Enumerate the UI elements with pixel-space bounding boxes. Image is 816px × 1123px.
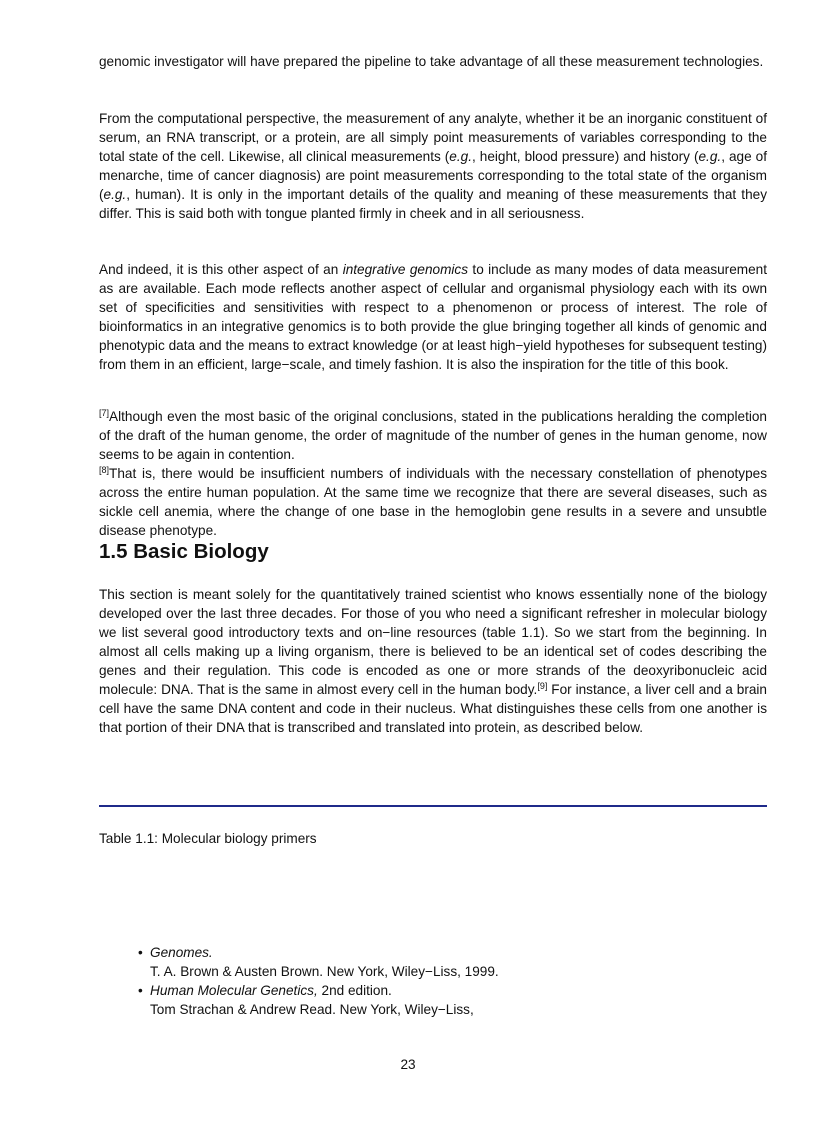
footnote-mark: [7] — [99, 408, 110, 419]
footnote-text: Although even the most basic of the original conclusions, stated in the publications heralding the completion of the draft of the human genome, the order of magnitude of the number of genes in the human genome, now seems to be again in contention. — [99, 409, 767, 462]
reference-title: Genomes. — [150, 945, 213, 960]
footnote-8 — [99, 464, 767, 540]
paragraph-text: , human). It is only in the important details of the quality and meaning of these measurements that they differ. This is said both with tongue planted firmly in cheek and in all seriousness. — [99, 187, 767, 221]
paragraph-basic-biology — [99, 585, 767, 737]
emphasis-eg: e.g. — [698, 149, 722, 164]
table-caption: Table 1.1: Molecular biology primers — [99, 831, 317, 846]
horizontal-rule — [99, 805, 767, 807]
reference-edition: 2nd edition. — [317, 983, 392, 998]
reference-details: T. A. Brown & Austen Brown. New York, Wiley−Liss, 1999. — [150, 964, 499, 979]
footnote-text: That is, there would be insufficient numbers of individuals with the necessary constellation of phenotypes across the entire human population. At the same time we recognize that there are several diseases, such as sickle cell anemia, where the change of one base in the hemoglobin gene results in a severe and unsubtle disease phenotype. — [99, 466, 767, 538]
section-heading: 1.5 Basic Biology — [99, 540, 269, 563]
paragraph-text: , height, blood pressure) and history ( — [471, 149, 699, 164]
reference-item — [138, 943, 558, 981]
paragraph-computational — [99, 109, 767, 223]
footnote-mark: [8] — [99, 465, 110, 476]
paragraph-text: From the computational perspective, the measurement of any analyte, whether it be an inorganic constituent of serum, an RNA transcript, or a protein, are all simply point measurements of variables corresponding to the total state of the cell. Likewise, all clinical measurements ( — [99, 111, 767, 164]
emphasis-integrative-genomics: integrative genomics — [342, 262, 469, 277]
bullet-icon: • — [138, 983, 143, 998]
emphasis-eg: e.g. — [103, 187, 127, 202]
paragraph-text: For instance, a liver cell and a brain cell have the same DNA content and code in their nucleus. What distinguishes these cells from one another is that portion of their DNA that is transcribed and translated into protein, as described below. — [99, 682, 767, 735]
footnotes — [99, 407, 767, 540]
paragraph-text: This section is meant solely for the quantitatively trained scientist who knows essentially none of the biology developed over the last three decades. For those of you who need a significant refresher in molecular biology we list several good introductory texts and on−line resources (table 1.1). So we start from the beginning. In almost all cells making up a living organism, there is believed to be an identical set of codes describing the genes and their regulation. This code is encoded as one or more strands of the deoxyribonucleic acid molecule: DNA. That is the same in almost every cell in the human body. — [99, 587, 767, 697]
paragraph-integrative — [99, 260, 767, 374]
reference-title: Human Molecular Genetics, — [150, 983, 318, 998]
emphasis-eg: e.g. — [449, 149, 472, 164]
page-number: 23 — [400, 1057, 416, 1072]
reference-details: Tom Strachan & Andrew Read. New York, Wiley−Liss, — [150, 1002, 474, 1017]
bullet-icon: • — [138, 945, 143, 960]
paragraph-text: And indeed, it is this other aspect of an — [99, 262, 343, 277]
paragraph-intro: genomic investigator will have prepared the pipeline to take advantage of all these measurement technologies. — [99, 54, 764, 69]
reference-item — [138, 981, 558, 1019]
paragraph-text: to include as many modes of data measurement as are available. Each mode reflects another aspect of cellular and organismal physiology each with its own set of specificities and sensitivities with respect to a phenomenon or process of interest. The role of bioinformatics in an integrative genomics is to both provide the glue bringing together all kinds of genomic and phenotypic data and the means to extract knowledge (or at least high−yield hypotheses for subsequent testing) from them in an efficient, large−scale, and timely fashion. It is also the inspiration for the title of this book. — [99, 262, 767, 372]
reference-list — [138, 943, 558, 1019]
footnote-7 — [99, 407, 767, 464]
footnote-link-9[interactable]: [9] — [537, 681, 548, 692]
paragraph-text: , age of menarche, time of cancer diagnosis) are point measurements corresponding to the total state of the organism ( — [99, 149, 767, 202]
